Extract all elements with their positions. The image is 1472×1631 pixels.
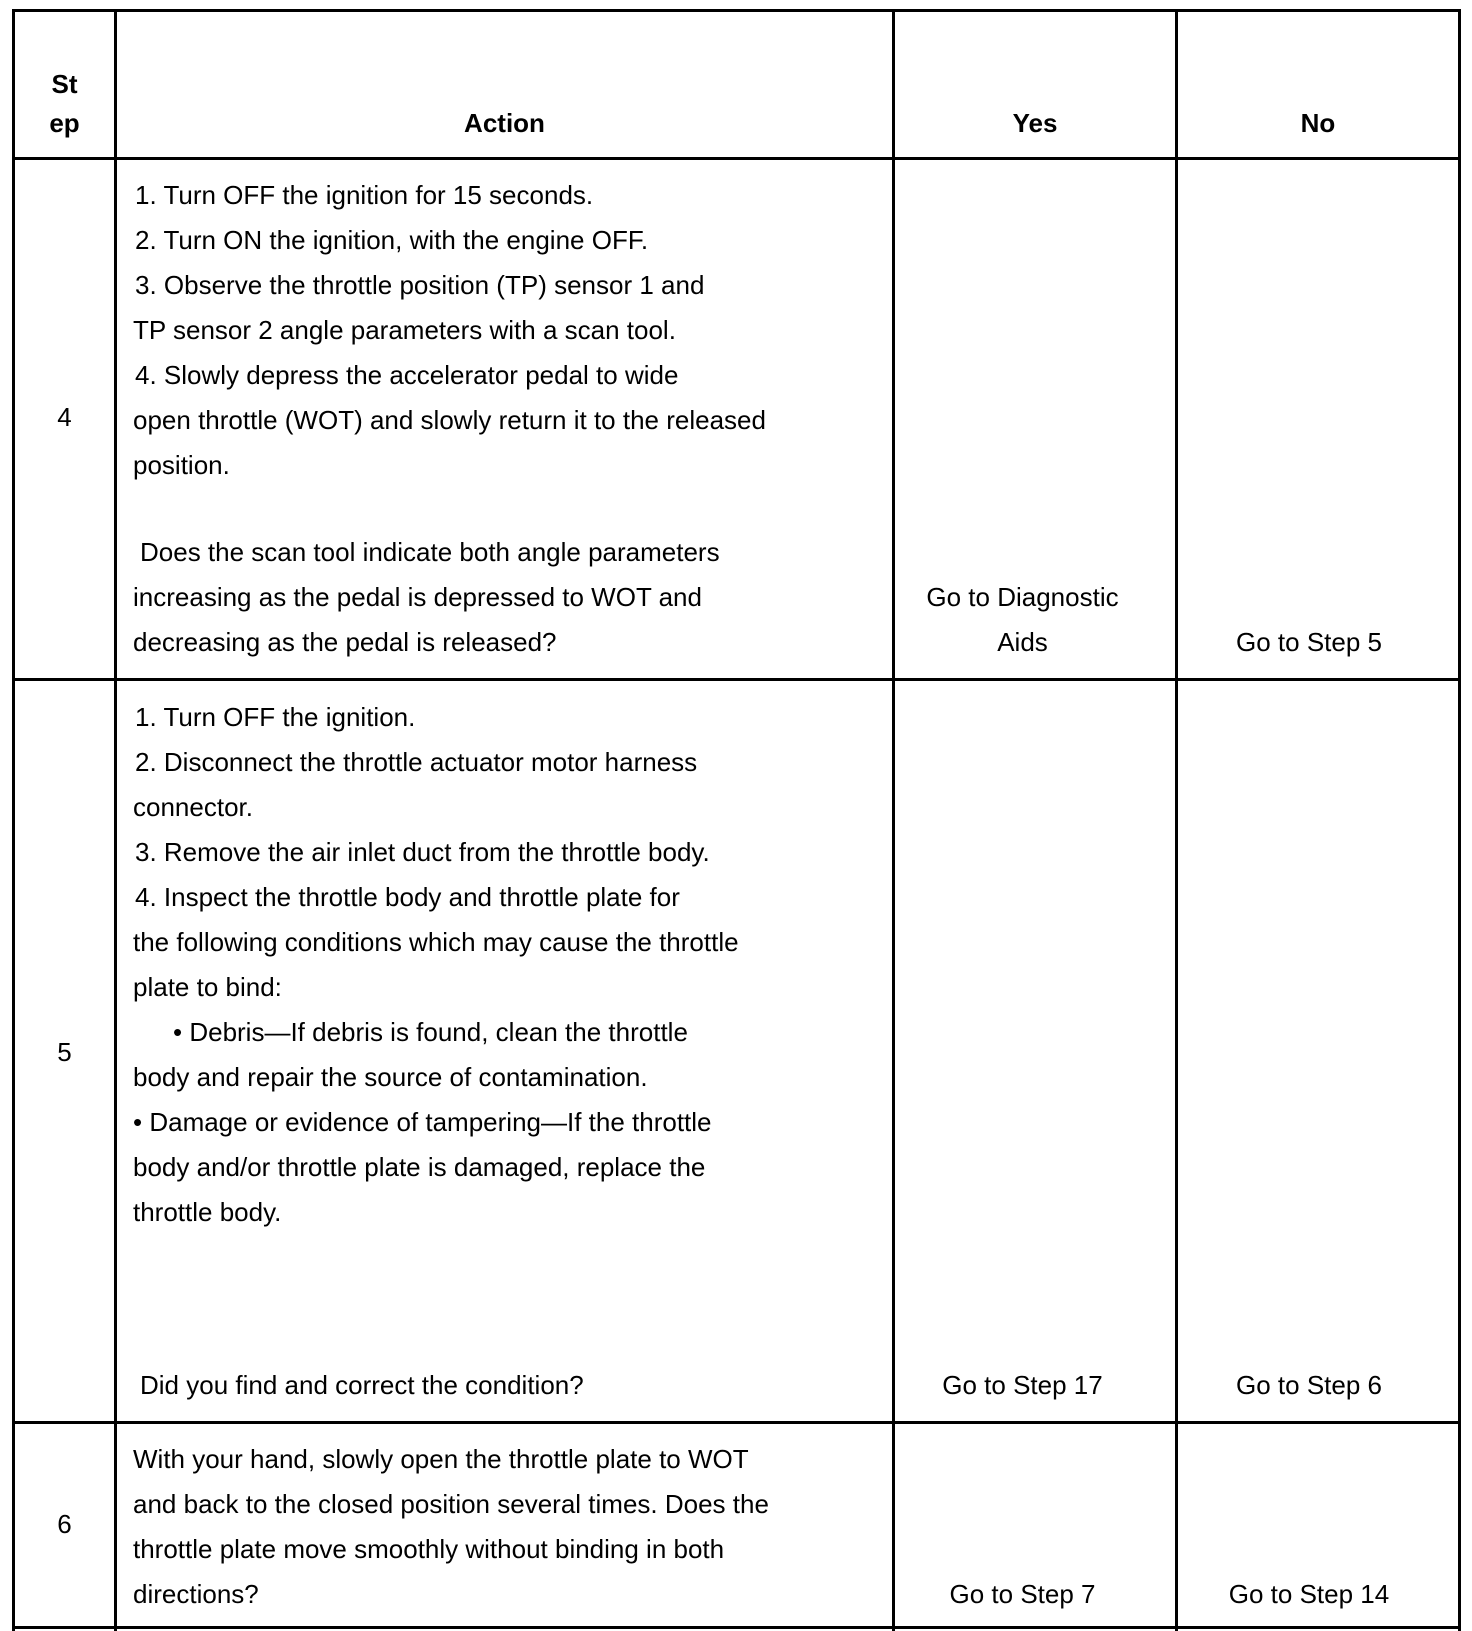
table-border-top <box>12 9 1461 12</box>
action-text: • Debris—If debris is found, clean the throttle <box>173 1017 688 1047</box>
question-text: increasing as the pedal is depressed to WOT and <box>133 582 702 612</box>
row-divider <box>12 157 1461 160</box>
header-step: St <box>51 69 78 99</box>
step-number: 6 <box>57 1509 72 1539</box>
yes-result: Aids <box>997 627 1048 657</box>
header-yes: Yes <box>1012 108 1058 138</box>
action-text: position. <box>133 450 230 480</box>
no-result: Go to Step 6 <box>1236 1370 1382 1400</box>
action-text: plate to bind: <box>133 972 282 1002</box>
action-text: 1. Turn OFF the ignition. <box>135 702 416 732</box>
action-text: body and repair the source of contamination. <box>133 1062 648 1092</box>
row-divider <box>12 1421 1461 1424</box>
question-text: decreasing as the pedal is released? <box>133 627 557 657</box>
yes-result: Go to Step 17 <box>942 1370 1103 1400</box>
no-result: Go to Step 5 <box>1236 627 1382 657</box>
table-border-right <box>1458 9 1461 1631</box>
action-text: • Damage or evidence of tampering—If the throttle <box>133 1107 712 1137</box>
action-text: the following conditions which may cause the throttle <box>133 927 739 957</box>
action-text: 2. Turn ON the ignition, with the engine OFF. <box>135 225 649 255</box>
action-text: open throttle (WOT) and slowly return it to the released <box>133 405 766 435</box>
header-no: No <box>1300 108 1336 138</box>
yes-result: Go to Step 7 <box>949 1579 1096 1609</box>
header-action: Action <box>464 108 545 138</box>
yes-result: Go to Diagnostic <box>926 582 1119 612</box>
action-text: directions? <box>133 1579 259 1609</box>
row-divider <box>12 678 1461 681</box>
step-number: 4 <box>57 402 72 432</box>
action-text: 3. Observe the throttle position (TP) sensor 1 and <box>135 270 705 300</box>
action-text: 2. Disconnect the throttle actuator motor harness <box>135 747 698 777</box>
question-text: Did you find and correct the condition? <box>140 1370 584 1400</box>
action-text: and back to the closed position several times. Does the <box>133 1489 769 1519</box>
action-text: throttle plate move smoothly without binding in both <box>133 1534 725 1564</box>
no-result: Go to Step 14 <box>1228 1579 1390 1609</box>
step-number: 5 <box>57 1037 72 1067</box>
column-divider <box>114 9 117 1631</box>
action-text: With your hand, slowly open the throttle plate to WOT <box>133 1444 749 1474</box>
action-text: body and/or throttle plate is damaged, replace the <box>133 1152 706 1182</box>
header-step: ep <box>49 108 80 138</box>
action-text: connector. <box>133 792 253 822</box>
action-text: 3. Remove the air inlet duct from the throttle body. <box>135 837 710 867</box>
question-text: Does the scan tool indicate both angle parameters <box>140 537 720 567</box>
action-text: TP sensor 2 angle parameters with a scan tool. <box>133 315 676 345</box>
table-border-bottom <box>12 1626 1461 1629</box>
action-text: 4. Inspect the throttle body and throttle plate for <box>135 882 680 912</box>
action-text: 4. Slowly depress the accelerator pedal to wide <box>135 360 679 390</box>
action-text: throttle body. <box>133 1197 282 1227</box>
table-border-left <box>12 9 15 1631</box>
action-text: 1. Turn OFF the ignition for 15 seconds. <box>135 180 594 210</box>
